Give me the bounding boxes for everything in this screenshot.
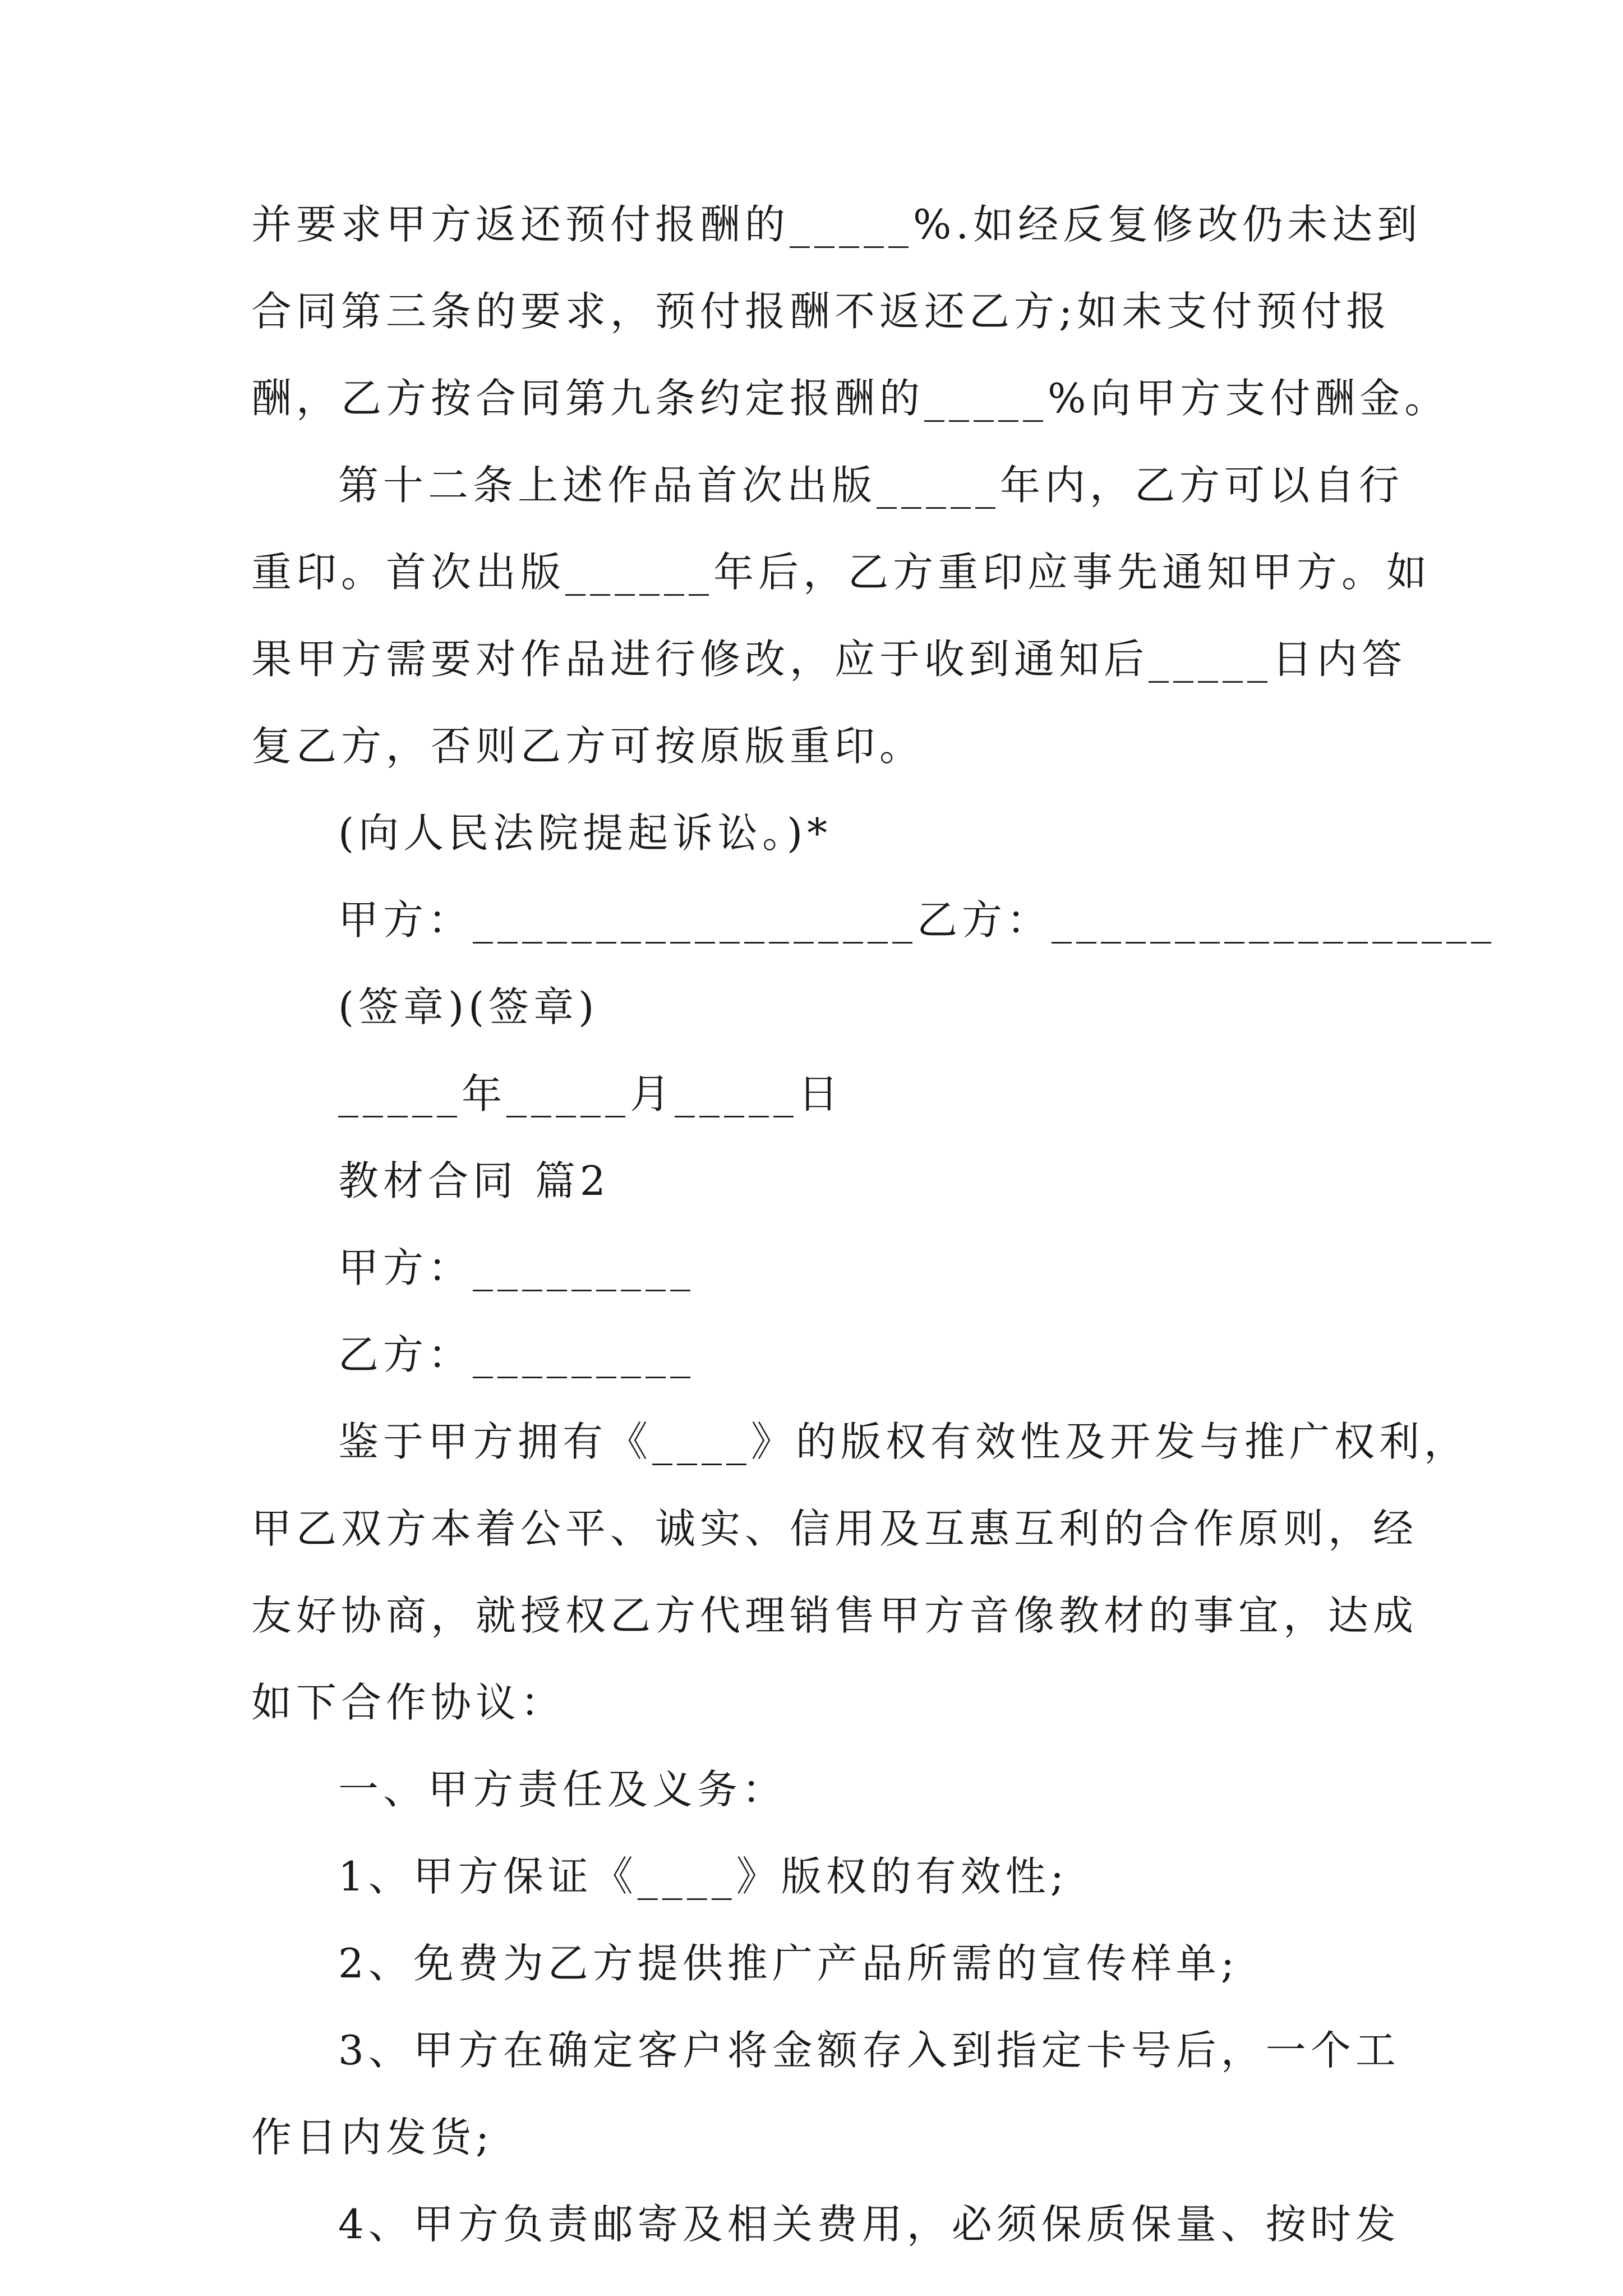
- section-heading: 教材合同 篇2: [338, 1157, 610, 1204]
- clause-heading: 一、甲方责任及义务：: [338, 1766, 787, 1813]
- paragraph-line: 并要求甲方返还预付报酬的_____%.如经反复修改仍未达到: [251, 201, 1422, 248]
- paragraph-line: 友好协商，就授权乙方代理销售甲方音像教材的事宜，达成: [251, 1592, 1418, 1639]
- paragraph-line: 鉴于甲方拥有《____》的版权有效性及开发与推广权利，: [338, 1418, 1469, 1465]
- paragraph-line: (向人民法院提起诉讼。)*: [338, 809, 832, 857]
- party-a-line: 甲方：_________: [338, 1244, 695, 1291]
- paragraph-line: 果甲方需要对作品进行修改，应于收到通知后_____日内答: [251, 636, 1407, 683]
- signature-line: 甲方：__________________乙方：__________________: [338, 896, 1496, 944]
- paragraph-line: 酬，乙方按合同第九条约定报酬的_____%向甲方支付酬金。: [251, 375, 1450, 422]
- date-line: _____年_____月_____日: [338, 1070, 843, 1117]
- party-b-line: 乙方：_________: [338, 1331, 695, 1378]
- paragraph-line: 第十二条上述作品首次出版_____年内，乙方可以自行: [338, 462, 1404, 509]
- list-item: 1、甲方保证《____》版权的有效性;: [338, 1853, 1069, 1900]
- paragraph-line: 复乙方，否则乙方可按原版重印。: [251, 723, 925, 770]
- paragraph-line: 作日内发货;: [251, 2114, 494, 2161]
- paragraph-line: 甲乙双方本着公平、诚实、信用及互惠互利的合作原则，经: [251, 1505, 1418, 1552]
- seal-line: (签章)(签章): [338, 983, 599, 1030]
- list-item: 3、甲方在确定客户将金额存入到指定卡号后，一个工: [338, 2027, 1400, 2074]
- paragraph-line: 如下合作协议：: [251, 1679, 566, 1726]
- paragraph-line: 重印。首次出版______年后，乙方重印应事先通知甲方。如: [251, 549, 1432, 596]
- list-item: 4、甲方负责邮寄及相关费用，必须保质保量、按时发: [338, 2201, 1400, 2248]
- paragraph-line: 合同第三条的要求，预付报酬不返还乙方;如未支付预付报: [251, 288, 1391, 335]
- list-item: 2、免费为乙方提供推广产品所需的宣传样单;: [338, 1940, 1239, 1987]
